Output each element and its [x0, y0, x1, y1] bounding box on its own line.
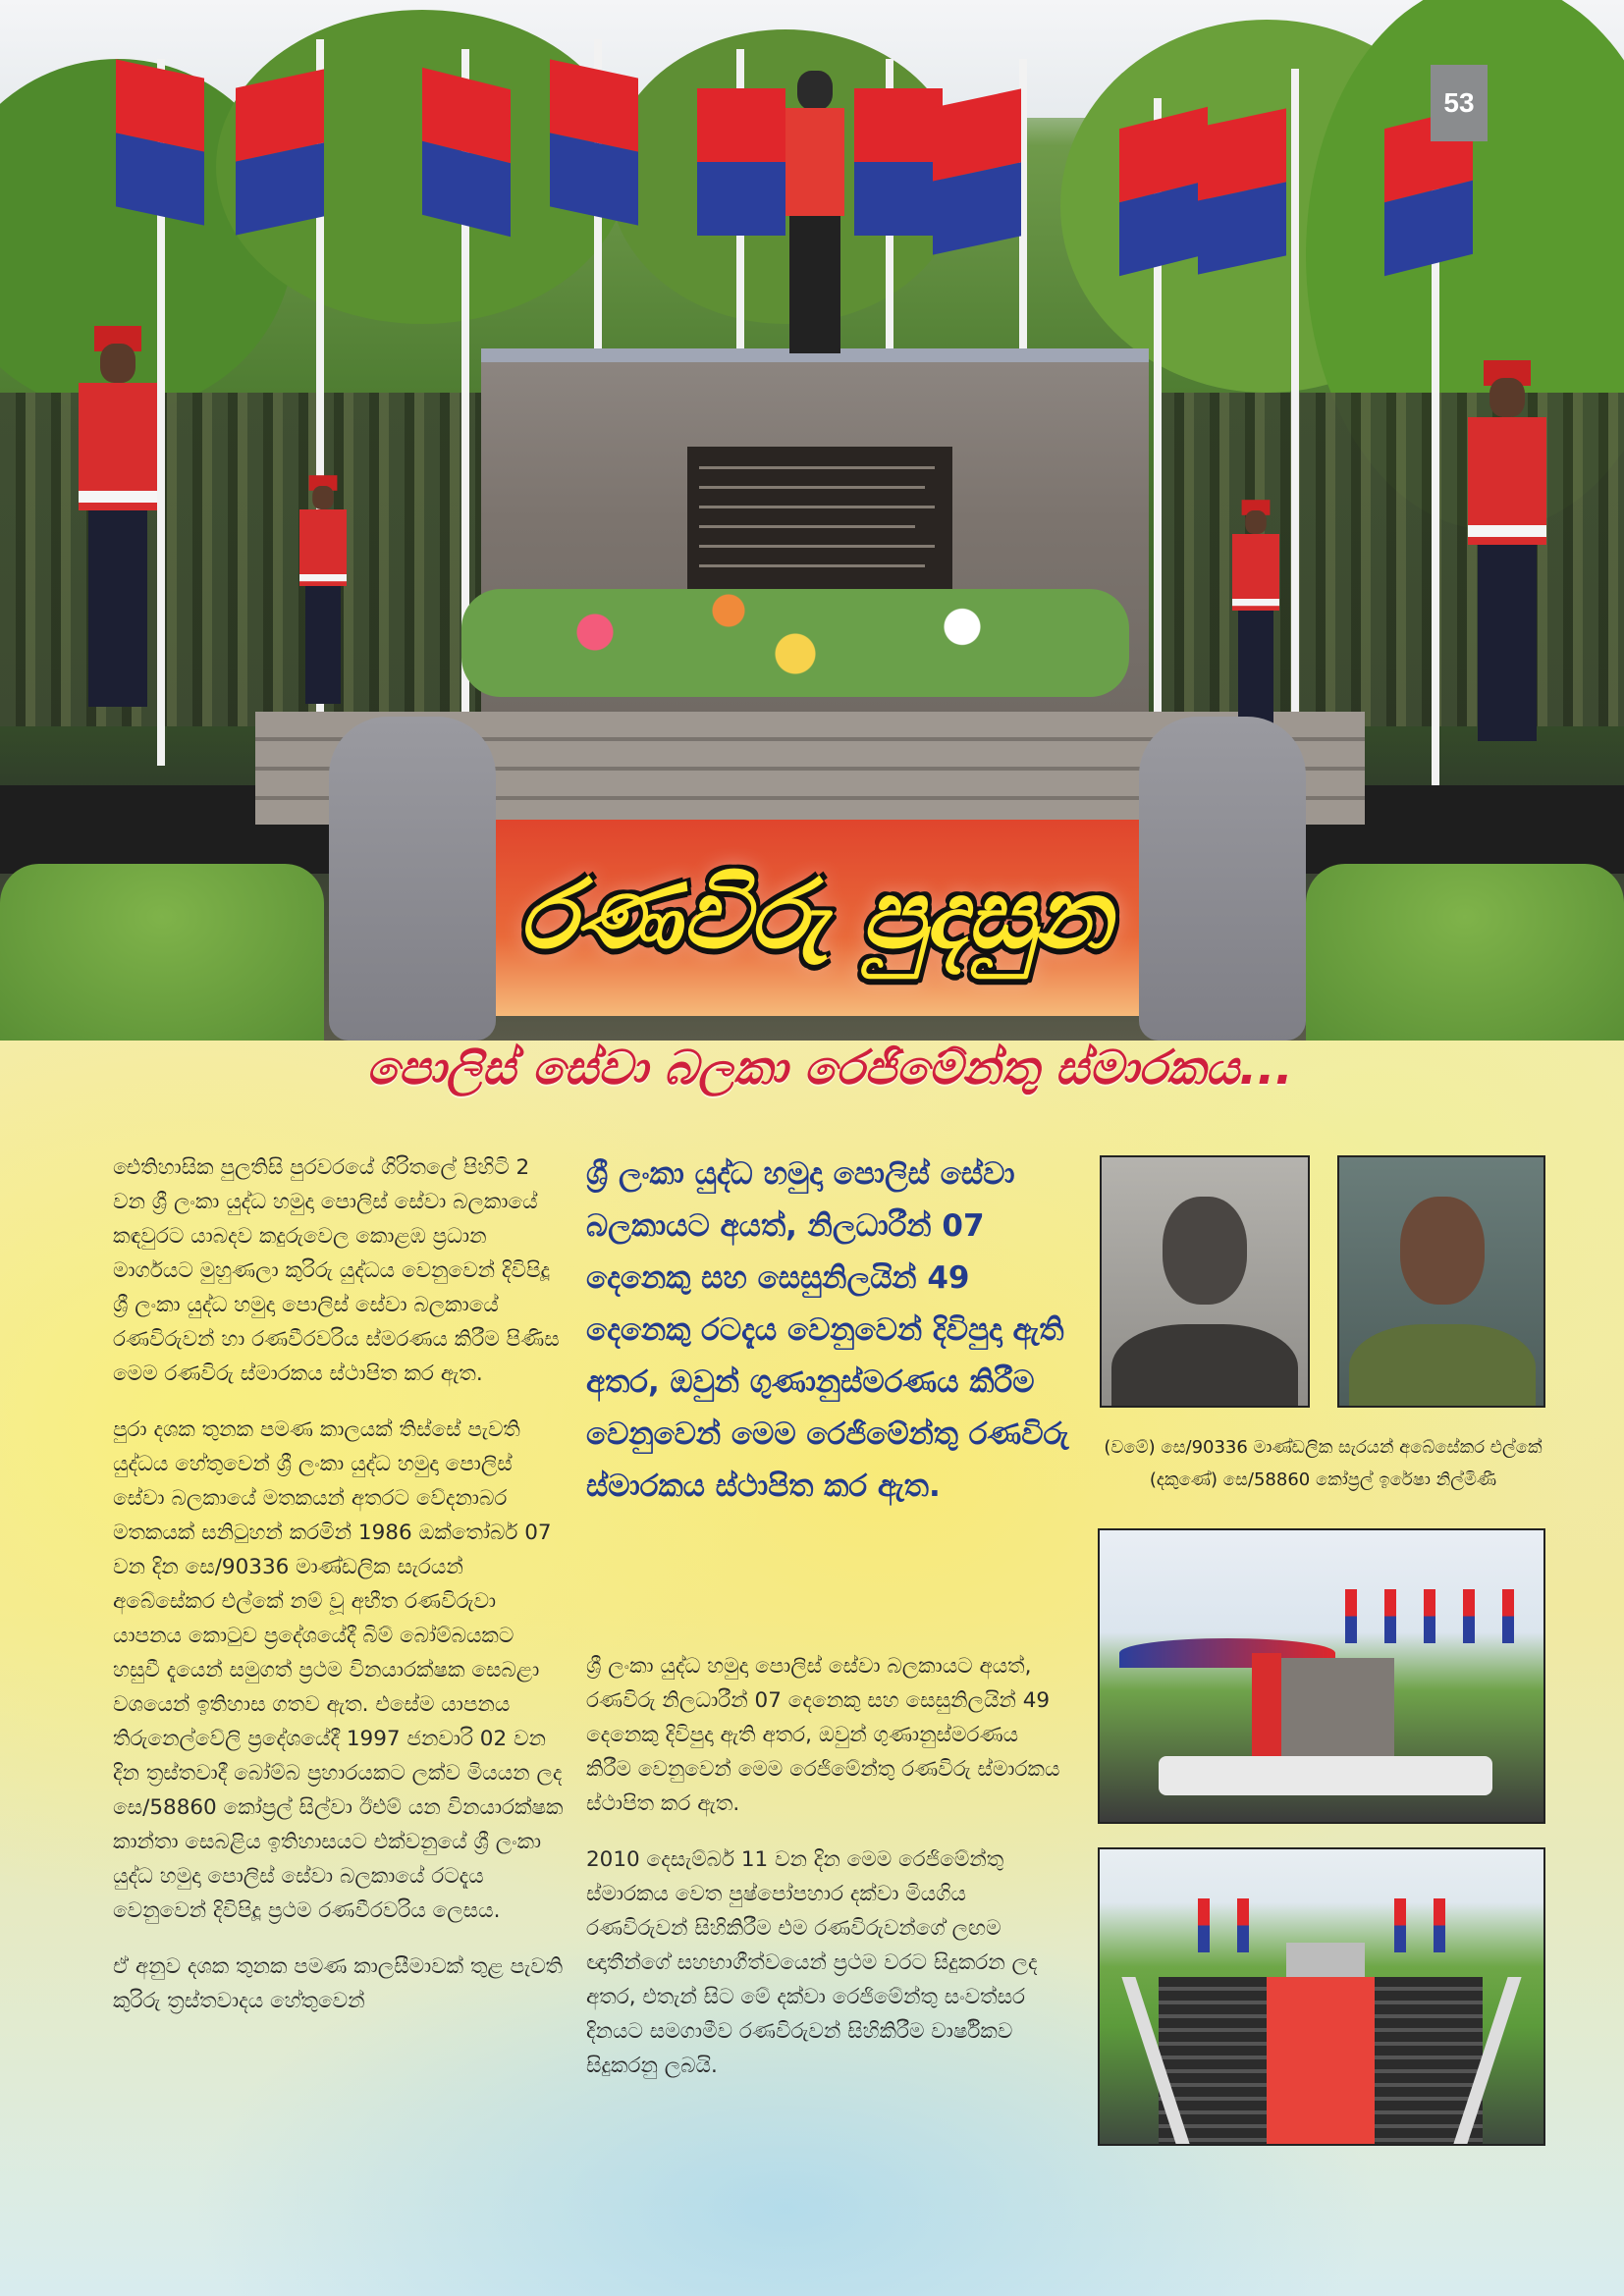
flag — [1198, 108, 1286, 274]
paragraph: ඓතිහාසික පුලතිසි පුරවරයේ ගිරිතලේ පිහිටි 2 වන ශ්‍රී ලංකා යුද්ධ හමුදා පොලිස් සේවා බලකායේ කඳවුරට යාබදව කදුරුවෙල කොළඹ ප්‍රධාන මාර්ගයට මුහුණලා කුරිරු යුද්ධය වෙනුවෙන් දිවිපිදූ ශ්‍රී ලංකා යුද්ධ හමුදා පොලිස් සේවා බලකායේ රණවිරුවන් හා රණවීරවරිය ස්මරණය කිරීම පිණිස මෙම රණවිරු ස්මාරකය ස්ථාපිත කර ඇත. — [113, 1155, 560, 1386]
lead-statement: ශ්‍රී ලංකා යුද්ධ හමුදා පොලිස් සේවා බලකායට අයත්, නිලධාරීන් 07 දෙනෙකු සහ සෙසුනිලයින් 49 දෙනෙකු රටදැය වෙනුවෙන් දිවිපුදා ඇති අතර, ඔවුන් ගුණානුස්මරණය කිරීම වෙනුවෙන් මෙම රෙජිමේන්තු රණවිරු ස්මාරකය ස්ථාපිත කර ඇත. — [586, 1156, 1069, 1504]
flag — [697, 88, 785, 236]
flag — [116, 59, 204, 225]
portrait-photo-abeysekara — [1100, 1155, 1310, 1408]
flag — [550, 59, 638, 225]
middle-column — [586, 1649, 1067, 2105]
portrait-caption — [1085, 1431, 1561, 1496]
flag — [933, 88, 1021, 254]
ceremony-photo — [1098, 1528, 1545, 1824]
flag-pole — [1291, 69, 1299, 746]
flag — [422, 68, 511, 237]
lawn — [1306, 864, 1624, 1041]
flag — [854, 88, 943, 236]
lawn — [0, 864, 324, 1041]
portrait-photo-iresha — [1337, 1155, 1545, 1408]
caption-line: (දකුණේ) සෙ/58860 කෝප්‍රල් ඉරේෂා නිල්මිණී — [1149, 1469, 1497, 1490]
paragraph: 2010 දෙසැම්බර් 11 වන දින මෙම රෙජිමේන්තු ස්මාරකය වෙත පුෂ්පෝපහාර දක්වා මියගිය රණවිරුවන් සිහිකිරීම එම රණවිරුවන්ගේ ලඟම ඥාතීන්ගේ සහභාගීත්වයෙන් ප්‍රථම වරට සිදුකරන ලද අතර, එතැන් සිට මේ දක්වා රෙජිමේන්තු සංවත්සර දිනයට සමගාමීව රණවිරුවන් සිහිකිරීම වාර්ෂිකව සිදුකරනු ලබයි. — [586, 1847, 1038, 2078]
paragraph: ශ්‍රී ලංකා යුද්ධ හමුදා පොලිස් සේවා බලකායට අයත්, රණවිරු නිලධාරීන් 07 දෙනෙකු සහ සෙසුනිලයින් 49 දෙනෙකු දිවිපුදා ඇති අතර, ඔවුන් ගුණානුස්මරණය කිරීම වෙනුවෙන් මෙම රෙජිමේන්තු රණවිරු ස්මාරකය ස්ථාපිත කර ඇත. — [586, 1654, 1060, 1816]
paragraph: පුරා දශක තුනක පමණ කාලයක් තිස්සේ පැවති යුද්ධය හේතුවෙන් ශ්‍රී ලංකා යුද්ධ හමුදා පොලිස් සේවා බලකායේ මතකයන් අතරට වේදනාබර මතකයක් සනිටුහන් කරමින් 1986 ඔක්තෝබර් 07 වන දින සෙ/90336 මාණ්ඩලික සැරයන් අබේසේකර එල්කේ නම් වූ අභීත රණවිරුවා යාපනය කොටුව ප්‍රදේශයේදී බිම් බෝම්බයකට හසුවී දැයෙන් සමුගත් ප්‍රථම විනයාරක්ෂක සෙබළා වශයෙන් ඉතිහාස ගතව ඇත. එසේම යාපනය තිරුනෙල්වේලි ප්‍රදේශයේදී 1997 ජනවාරි 02 වන දින ත්‍රස්තවාදී බෝම්බ ප්‍රහාරයකට ලක්ව මියයන ලද සෙ/58860 කෝප්‍රල් සිල්වා ඊඑම් යන විනයාරක්ෂක කාන්තා සෙබළිය ඉතිහාසයට එක්වනුයේ ශ්‍රී ලංකා යුද්ධ හමුදා පොලිස් සේවා බලකායේ රටදැය වෙනුවෙන් දිවිපිදූ ප්‍රථම රණවීරවරිය ලෙසය. — [113, 1417, 564, 1923]
page-subtitle: පොලිස් සේවා බලකා රෙජිමේන්තු ස්මාරකය... — [366, 1041, 1293, 1095]
caption-line: (වමේ) සෙ/90336 මාණ්ඩලික සැරයන් අබේසේකර එල්කේ — [1104, 1437, 1543, 1458]
page-title: රණවිරු පුදසුන — [518, 860, 1111, 970]
left-column — [113, 1150, 565, 2040]
soldier-statue — [776, 59, 854, 353]
flag — [1119, 107, 1208, 276]
memorial-stairs-photo — [1098, 1847, 1545, 2146]
troops-right — [1159, 393, 1624, 726]
page-number: 53 — [1431, 65, 1488, 141]
paragraph: ඒ අනුව දශක තුනක පමණ කාලසීමාවක් තුළ පැවති කුරිරු ත්‍රස්තවාදය හේතුවෙන් — [113, 1954, 564, 2013]
flower-wreaths — [461, 589, 1129, 697]
memorial-plaque — [687, 447, 952, 599]
flag — [236, 69, 324, 235]
